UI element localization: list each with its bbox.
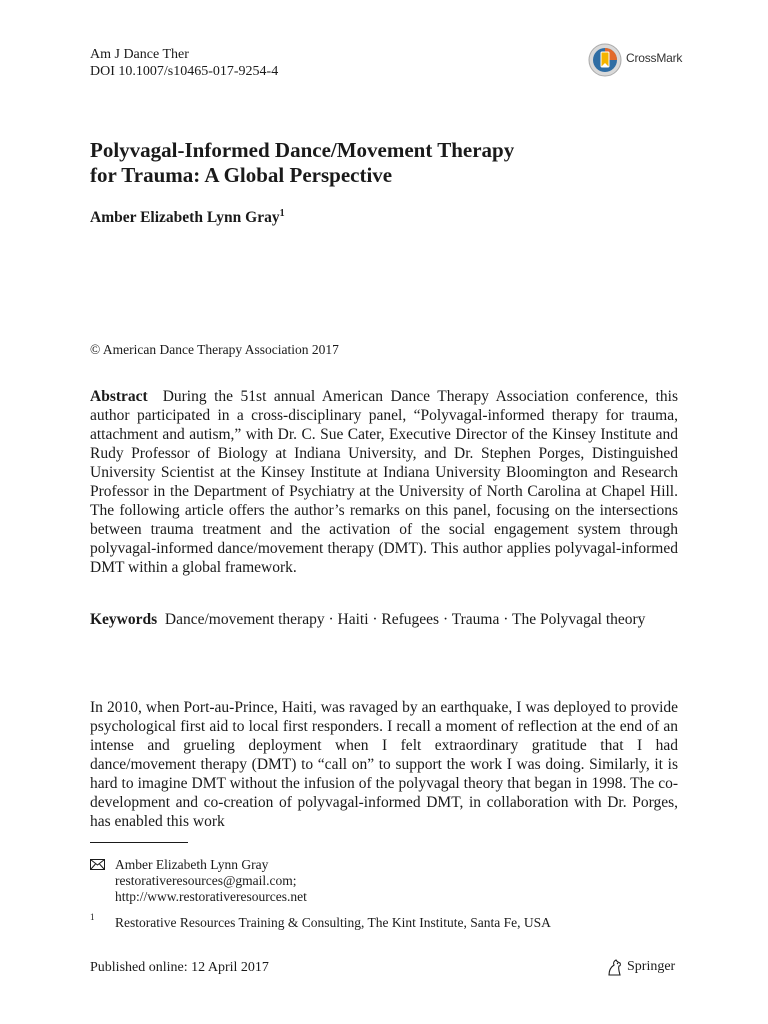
crossmark-icon (588, 43, 622, 77)
paper-title (90, 138, 514, 188)
title-line: for Trauma: A Global Perspective (90, 163, 393, 187)
author-name[interactable]: Amber Elizabeth Lynn Gray (90, 209, 280, 227)
body-paragraph: In 2010, when Port-au-Prince, Haiti, was ravaged by an earthquake, I was deployed to provide psychological first aid to local first responders. I recall a moment of reflection at the end of an intense and grueling deployment when I felt extraordinary gratitude that I had dance/movement therapy (DMT) to “call on” to support the work I was doing. Similarly, it is hard to imagine DMT without the infusion of the polyvagal theory that began in 1998. The co-development and co-creation of polyvagal-informed DMT, in collaboration with Dr. Porges, has enabled this work (90, 699, 678, 830)
title-line: Polyvagal-Informed Dance/Movement Therapy (90, 138, 515, 162)
abstract-label: Abstract (90, 388, 148, 405)
affiliation-text: Restorative Resources Training & Consulting, The Kint Institute, Santa Fe, USA (115, 915, 551, 930)
crossmark-badge[interactable] (588, 43, 688, 75)
journal-name: Am J Dance Ther (90, 47, 189, 62)
affiliation-number: 1 (90, 912, 95, 922)
keywords-label: Keywords (90, 611, 158, 628)
journal-header (90, 46, 278, 80)
correspondence-email[interactable]: restorativeresources@gmail.com; (115, 873, 297, 888)
keywords-section (90, 610, 678, 629)
springer-logo (606, 958, 686, 978)
envelope-icon (90, 859, 105, 870)
footnote-divider (90, 842, 188, 843)
published-date: Published online: 12 April 2017 (90, 960, 269, 975)
author-line (90, 208, 285, 227)
publisher-name: Springer (627, 959, 676, 974)
copyright-notice: © American Dance Therapy Association 2017 (90, 342, 339, 357)
doi-text[interactable]: DOI 10.1007/s10465-017-9254-4 (90, 64, 279, 79)
crossmark-label: CrossMark (626, 51, 683, 65)
correspondence-name: Amber Elizabeth Lynn Gray (115, 857, 269, 872)
keywords-text: Dance/movement therapy · Haiti · Refugees · Trauma · The Polyvagal theory (164, 611, 646, 628)
abstract-section (90, 387, 678, 577)
springer-horse-icon (606, 959, 624, 977)
abstract-text: During the 51st annual American Dance Therapy Association conference, this author participated in a cross-disciplinary panel, “Polyvagal-informed therapy for trauma, attachment and autism,” with Dr. C. Sue Cater, Executive Director of the Kinsey Institute and Rudy Professor of Biology at Indiana University, and Dr. Stephen Porges, Distinguished University Scientist at the Kinsey Institute at Indiana University Bloomington and Research Professor in the Department of Psychiatry at the University of North Carolina at Chapel Hill. The following article offers the author’s remarks on this panel, focusing on the intersections between trauma treatment and the activation of the social engagement system through polyvagal-informed dance/movement therapy (DMT). This author applies polyvagal-informed DMT within a global framework. (90, 388, 678, 576)
affiliation-mark: 1 (279, 208, 285, 219)
correspondence-url[interactable]: http://www.restorativeresources.net (115, 889, 307, 904)
